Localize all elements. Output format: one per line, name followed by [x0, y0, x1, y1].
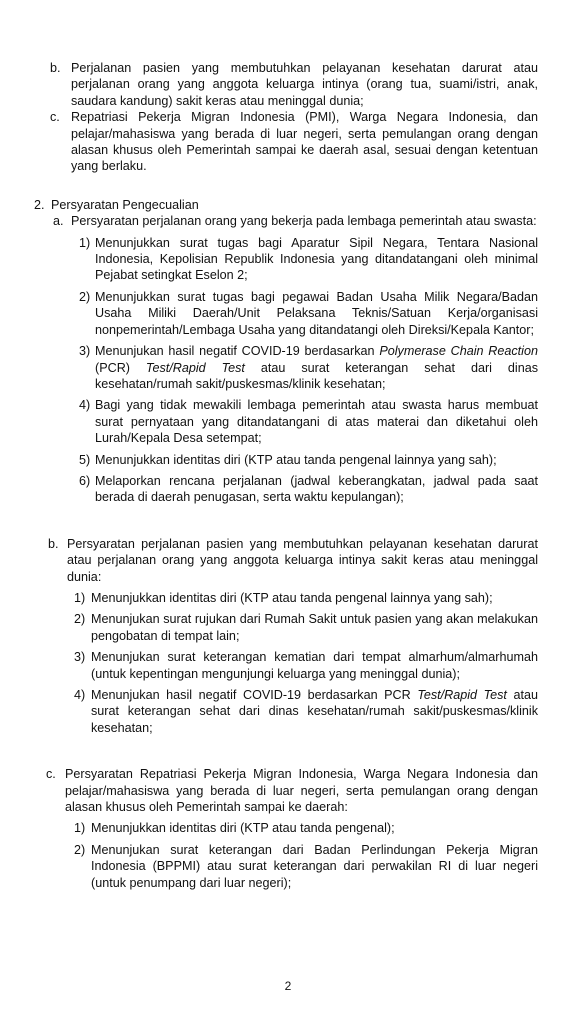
list-item-2a-6: [79, 473, 538, 506]
item-number: 1): [74, 821, 86, 836]
page-number: 2: [284, 979, 292, 993]
item-text: Bagi yang tidak mewakili lembaga pemerintah atau swasta harus membuat surat pernyataan yang ditandatangani di atas materai dan diketahui oleh Lurah/Kepala Desa setempat;: [95, 398, 538, 446]
item-text: Menunjukan surat rujukan dari Rumah Sakit untuk pasien yang akan melakukan pengobatan di tempat lain;: [91, 612, 538, 643]
item-text: Menunjukkan surat tugas bagi Aparatur Sipil Negara, Tentara Nasional Indonesia, Kepolisian Republik Indonesia yang ditandatangani oleh minimal Pejabat setingkat Eselon 2;: [95, 235, 538, 283]
item-label: c.: [46, 767, 56, 782]
list-item-2c: [46, 766, 538, 815]
item-number: 2): [74, 612, 86, 627]
item-text: Menunjukan surat keterangan kematian dari tempat almarhum/almarhumah (untuk kepentingan mengunjungi keluarga yang meninggal dunia);: [91, 650, 538, 681]
item-text: Menunjukkan identitas diri (KTP atau tanda pengenal lainnya yang sah);: [91, 590, 493, 605]
item-text: Persyaratan perjalanan pasien yang membutuhkan pelayanan kesehatan darurat atau perjalanan orang yang anggota keluarga intinya sakit keras atau meninggal dunia:: [67, 536, 538, 584]
item-number: 4): [74, 688, 86, 702]
item-text: [91, 687, 538, 736]
item-text: Persyaratan Repatriasi Pekerja Migran Indonesia, Warga Negara Indonesia dan pelajar/mahasiswa yang berada di luar negeri, serta pemulangan orang dengan alasan khusus oleh Pemerintah sampai ke daerah:: [65, 767, 538, 815]
list-item-2b: [48, 536, 538, 585]
item-text: [95, 343, 538, 392]
list-item-2b-2: [74, 611, 538, 644]
list-item-2b-1: [74, 590, 538, 606]
item-text: Persyaratan perjalanan orang yang bekerja pada lembaga pemerintah atau swasta:: [71, 214, 537, 229]
list-item-2a: [53, 213, 538, 229]
list-item-2c-2: [74, 842, 538, 891]
section-number: 2.: [34, 197, 45, 212]
list-item-b: [50, 60, 538, 109]
list-item-2b-3: [74, 649, 538, 682]
text-segment: atau surat keterangan sehat dari dinas kesehatan/rumah sakit/puskesmas/klinik kesehatan;: [91, 688, 538, 735]
item-text: Menunjukan surat keterangan dari Badan Perlindungan Pekerja Migran Indonesia (BPPMI) atau surat keterangan dari perwakilan RI di luar negeri (untuk penumpang dari luar negeri);: [91, 842, 538, 890]
item-label: b.: [50, 61, 61, 75]
list-item-2b-4: [74, 687, 538, 736]
section-2-heading: [34, 197, 538, 213]
section-title: Persyaratan Pengecualian: [51, 197, 199, 212]
text-segment: Menunjukan hasil negatif COVID-19 berdasarkan: [95, 344, 380, 359]
item-number: 6): [79, 473, 91, 488]
item-label: a.: [53, 214, 64, 229]
item-text: Repatriasi Pekerja Migran Indonesia (PMI), Warga Negara Indonesia, dan pelajar/mahasiswa yang berada di luar negeri, serta pemulangan orang dengan alasan khusus oleh Pemerintah sampai ke daerah asal, sesuai dengan ketentuan yang berlaku.: [71, 110, 538, 174]
item-number: 4): [79, 398, 91, 413]
list-item-2c-1: [74, 820, 538, 836]
item-number: 5): [79, 452, 91, 467]
list-item-c: [50, 109, 538, 175]
list-item-2a-4: [79, 397, 538, 446]
italic-term: Test/Rapid Test: [145, 360, 245, 375]
item-text: Perjalanan pasien yang membutuhkan pelayanan kesehatan darurat atau perjalanan orang yang anggota keluarga intinya (orang tua, suami/istri, anak, saudara kandung) sakit keras atau meninggal dunia;: [71, 61, 538, 108]
item-text: Menunjukkan identitas diri (KTP atau tanda pengenal);: [91, 821, 395, 836]
item-number: 1): [79, 235, 91, 250]
list-item-2a-3: [79, 343, 538, 392]
item-text: Melaporkan rencana perjalanan (jadwal keberangkatan, jadwal pada saat berada di daerah penugasan, serta waktu kepulangan);: [95, 473, 538, 505]
list-item-2a-1: [79, 235, 538, 284]
text-segment: (PCR): [95, 360, 146, 375]
item-text: Menunjukkan identitas diri (KTP atau tanda pengenal lainnya yang sah);: [95, 452, 497, 467]
italic-term: Test/Rapid Test: [417, 688, 507, 702]
item-number: 2): [74, 842, 86, 857]
list-item-2a-2: [79, 289, 538, 338]
text-segment: Menunjukan hasil negatif COVID-19 berdasarkan PCR: [91, 688, 418, 702]
item-label: b.: [48, 536, 59, 551]
list-item-2a-5: [79, 452, 538, 468]
italic-term: Polymerase Chain Reaction: [379, 344, 538, 359]
item-number: 2): [79, 289, 91, 304]
text-segment: atau surat keterangan sehat dari dinas kesehatan/rumah sakit/puskesmas/klinik kesehatan;: [95, 360, 538, 391]
item-text: Menunjukkan surat tugas bagi pegawai Badan Usaha Milik Negara/Badan Usaha Miliki Daerah/Unit Pelaksana Teknis/Satuan Kerja/organisasi nonpemerintah/Lembaga Usaha yang ditandatangi oleh Direksi/Kepala Kantor;: [95, 289, 538, 337]
item-label: c.: [50, 110, 60, 125]
item-number: 3): [79, 344, 91, 359]
item-number: 1): [74, 590, 86, 605]
item-number: 3): [74, 650, 86, 665]
